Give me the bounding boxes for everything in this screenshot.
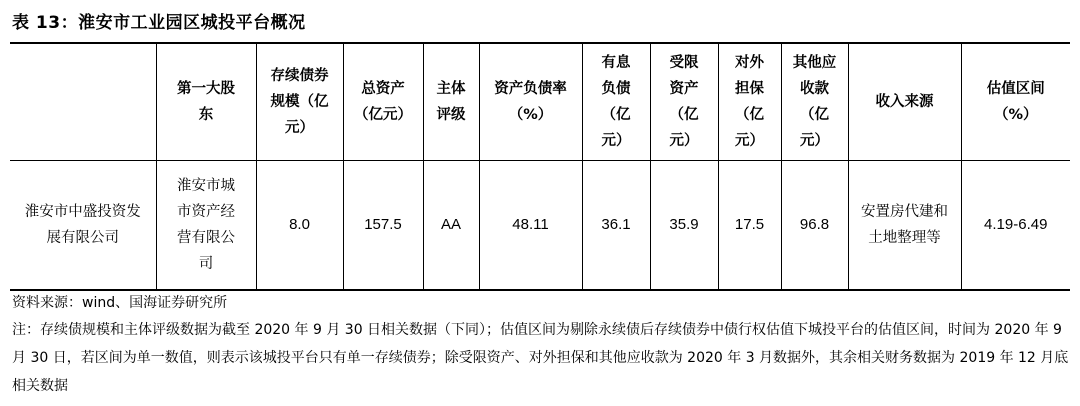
- cell-valuation-range: 4.19-6.49: [961, 161, 1070, 291]
- cell-interest-debt: 36.1: [582, 161, 650, 291]
- header-cell-external-guarantee: 对外担保（亿元）: [718, 43, 781, 161]
- header-cell-total-assets: 总资产（亿元）: [343, 43, 423, 161]
- header-cell-other-receivables: 其他应收款（亿元）: [781, 43, 848, 161]
- cell-rating: AA: [423, 161, 479, 291]
- footnote: 注：存续债规模和主体评级数据为截至 2020 年 9 月 30 日相关数据（下同）；估值区间为剔除永续债后存续债券中债行权估值下城投平台的估值区间，时间为 2020 年 9 月 30 日，若区间为单一数值，则表示该城投平台只有单一存续债券；除受限资产、对外担保和其他应收款为 2020 年 3 月数据外，其余相关财务数据为 2019 年 12 月底相关数据: [12, 322, 1069, 394]
- source-note: 资料来源：wind、国海证券研究所: [12, 295, 228, 311]
- header-cell-largest-shareholder: 第一大股东: [156, 43, 256, 161]
- platform-overview-table: [10, 42, 1070, 291]
- table-row: [10, 161, 1070, 291]
- header-cell-debt-ratio: 资产负债率（%）: [479, 43, 582, 161]
- header-cell-rating: 主体评级: [423, 43, 479, 161]
- cell-other-receivables: 96.8: [781, 161, 848, 291]
- cell-debt-ratio: 48.11: [479, 161, 582, 291]
- cell-restricted-assets: 35.9: [650, 161, 718, 291]
- header-cell-restricted-assets: 受限资产（亿元）: [650, 43, 718, 161]
- header-cell-bond-scale: 存续债券规模（亿元）: [256, 43, 343, 161]
- header-row: [10, 43, 1070, 161]
- header-cell-interest-debt: 有息负债（亿元）: [582, 43, 650, 161]
- header-cell-valuation-range: 估值区间（%）: [961, 43, 1070, 161]
- cell-company-name: 淮安市中盛投资发展有限公司: [24, 204, 141, 246]
- cell-total-assets: 157.5: [343, 161, 423, 291]
- table-title: 表 13：淮安市工业园区城投平台概况: [12, 13, 306, 33]
- header-cell-company: [10, 43, 156, 161]
- cell-external-guarantee: 17.5: [718, 161, 781, 291]
- cell-largest-shareholder: 淮安市城市资产经营有限公司: [156, 161, 256, 291]
- cell-bond-scale: 8.0: [256, 161, 343, 291]
- header-cell-income-source: 收入来源: [848, 43, 961, 161]
- cell-income-source: 安置房代建和土地整理等: [848, 161, 961, 291]
